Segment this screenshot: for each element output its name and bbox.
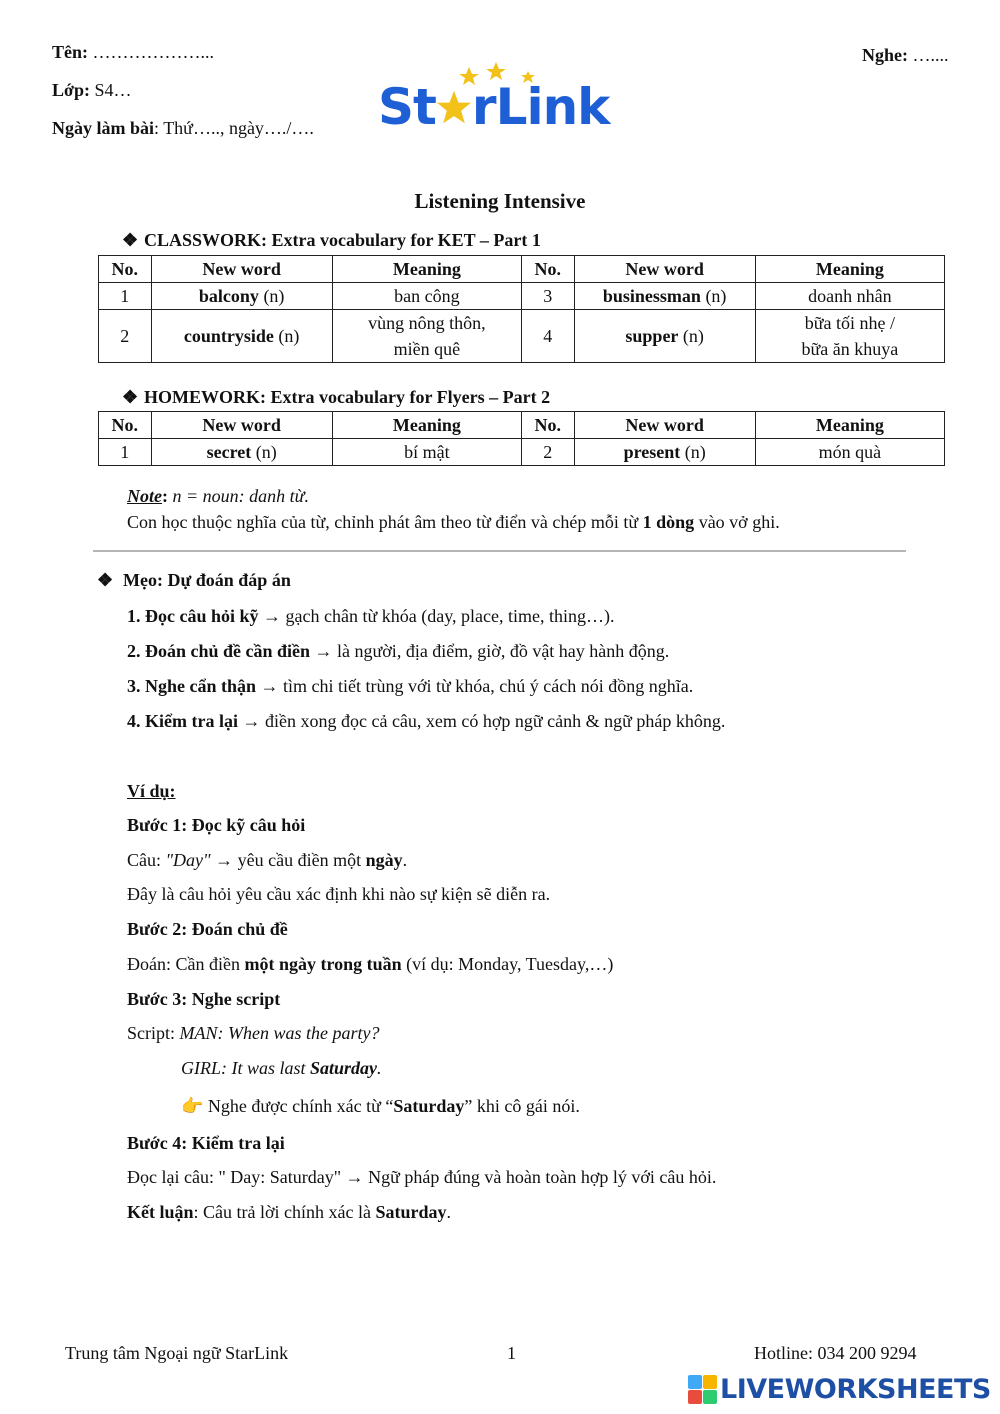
liveworksheets-logo <box>688 1374 990 1406</box>
col-header: No. <box>521 256 574 283</box>
note-instruction: Con học thuộc nghĩa của từ, chỉnh phát âm theo từ điển và chép mỗi từ 1 dòng vào vở ghi. <box>127 512 780 532</box>
table-header-row <box>99 412 945 439</box>
script-man-line: Script: MAN: When was the party? <box>127 1023 380 1043</box>
word-cell: balcony (n) <box>151 283 332 310</box>
table-row <box>99 283 945 310</box>
col-header: Meaning <box>755 256 944 283</box>
question-line: Câu: "Day" → yêu cầu điền một ngày. <box>127 850 408 870</box>
meaning-cell: món quà <box>755 439 944 466</box>
word-number: 1 <box>99 283 152 310</box>
footer-hotline: Hotline: 034 200 9294 <box>754 1343 917 1363</box>
word-cell: secret (n) <box>151 439 332 466</box>
step-2-heading: Bước 2: Đoán chủ đề <box>127 919 288 939</box>
classwork-heading: ❖ CLASSWORK: Extra vocabulary for KET – Part 1 <box>122 230 541 250</box>
col-header: Meaning <box>332 412 521 439</box>
note-block <box>127 483 780 535</box>
name-label: Tên: <box>52 42 88 62</box>
name-field[interactable]: ………………... <box>92 42 214 62</box>
footer-center-name: Trung tâm Ngoại ngữ StarLink <box>65 1343 289 1363</box>
starlink-logo <box>378 62 628 140</box>
date-line <box>52 118 314 139</box>
step-1-heading: Bước 1: Đọc kỹ câu hỏi <box>127 815 306 835</box>
word-cell: businessman (n) <box>574 283 755 310</box>
check-line: Đọc lại câu: " Day: Saturday" → Ngữ pháp đúng và hoàn toàn hợp lý với câu hỏi. <box>127 1167 717 1187</box>
col-header: Meaning <box>755 412 944 439</box>
hint-line: 👉 Nghe được chính xác từ “Saturday” khi cô gái nói. <box>181 1096 580 1117</box>
name-line <box>52 42 214 63</box>
conclusion-line: Kết luận: Câu trả lời chính xác là Saturday. <box>127 1202 451 1222</box>
step-4-heading: Bước 4: Kiểm tra lại <box>127 1133 285 1153</box>
table-row <box>99 310 945 363</box>
classwork-table <box>98 255 945 363</box>
meaning-cell: doanh nhân <box>755 283 944 310</box>
col-header: No. <box>99 412 152 439</box>
tips-heading: ❖ Mẹo: Dự đoán đáp án <box>97 570 291 590</box>
date-label: Ngày làm bài <box>52 118 155 138</box>
class-label: Lớp: <box>52 80 90 100</box>
diamond-bullet-icon: ❖ <box>122 387 139 407</box>
col-header: No. <box>99 256 152 283</box>
diamond-bullet-icon: ❖ <box>122 230 139 250</box>
listen-field[interactable]: ….... <box>912 45 949 65</box>
logo-text: St rLink <box>378 78 610 136</box>
guess-line: Đoán: Cần điền một ngày trong tuần (ví dụ: Monday, Tuesday,…) <box>127 954 614 974</box>
word-cell: countryside (n) <box>151 310 332 363</box>
note-line: Note: n = noun: danh từ. <box>127 486 309 506</box>
listen-line <box>862 45 949 66</box>
logo-star-icon <box>436 88 472 128</box>
liveworksheets-text: LIVEWORKSHEETS <box>720 1374 991 1405</box>
divider <box>93 550 906 552</box>
class-value: S4… <box>94 80 132 100</box>
meaning-cell: vùng nông thôn, miền quê <box>332 310 521 363</box>
tip-item: 2. Đoán chủ đề cần điền → là người, địa điểm, giờ, đồ vật hay hành động. <box>127 641 670 661</box>
diamond-bullet-icon: ❖ <box>97 570 114 590</box>
word-number: 3 <box>521 283 574 310</box>
word-number: 1 <box>99 439 152 466</box>
word-cell: supper (n) <box>574 310 755 363</box>
word-number: 2 <box>521 439 574 466</box>
pointing-hand-icon: 👉 <box>181 1096 204 1117</box>
col-header: No. <box>521 412 574 439</box>
page-title: Listening Intensive <box>414 189 586 213</box>
word-number: 2 <box>99 310 152 363</box>
tip-item: 4. Kiểm tra lại → điền xong đọc cả câu, xem có hợp ngữ cảnh & ngữ pháp không. <box>127 711 726 731</box>
live-badge-icon <box>688 1375 718 1405</box>
table-header-row <box>99 256 945 283</box>
class-line <box>52 80 132 101</box>
page-number: 1 <box>507 1343 516 1363</box>
homework-heading: ❖ HOMEWORK: Extra vocabulary for Flyers – Part 2 <box>122 387 551 407</box>
col-header: New word <box>151 412 332 439</box>
homework-table <box>98 411 945 466</box>
meaning-cell: bữa tối nhẹ / bữa ăn khuya <box>755 310 944 363</box>
word-number: 4 <box>521 310 574 363</box>
table-row <box>99 439 945 466</box>
tip-item: 1. Đọc câu hỏi kỹ → gạch chân từ khóa (day, place, time, thing…). <box>127 606 615 626</box>
col-header: New word <box>574 256 755 283</box>
col-header: Meaning <box>332 256 521 283</box>
listen-label: Nghe: <box>862 45 908 65</box>
question-explain: Đây là câu hỏi yêu cầu xác định khi nào sự kiện sẽ diễn ra. <box>127 884 551 904</box>
example-heading: Ví dụ: <box>127 781 176 801</box>
step-3-heading: Bước 3: Nghe script <box>127 989 281 1009</box>
tip-item: 3. Nghe cẩn thận → tìm chi tiết trùng với từ khóa, chú ý cách nói đồng nghĩa. <box>127 676 694 696</box>
date-field[interactable]: : Thứ….., ngày…./…. <box>154 118 314 138</box>
col-header: New word <box>151 256 332 283</box>
meaning-cell: ban công <box>332 283 521 310</box>
script-girl-line: GIRL: It was last Saturday. <box>181 1058 382 1078</box>
word-cell: present (n) <box>574 439 755 466</box>
meaning-cell: bí mật <box>332 439 521 466</box>
col-header: New word <box>574 412 755 439</box>
